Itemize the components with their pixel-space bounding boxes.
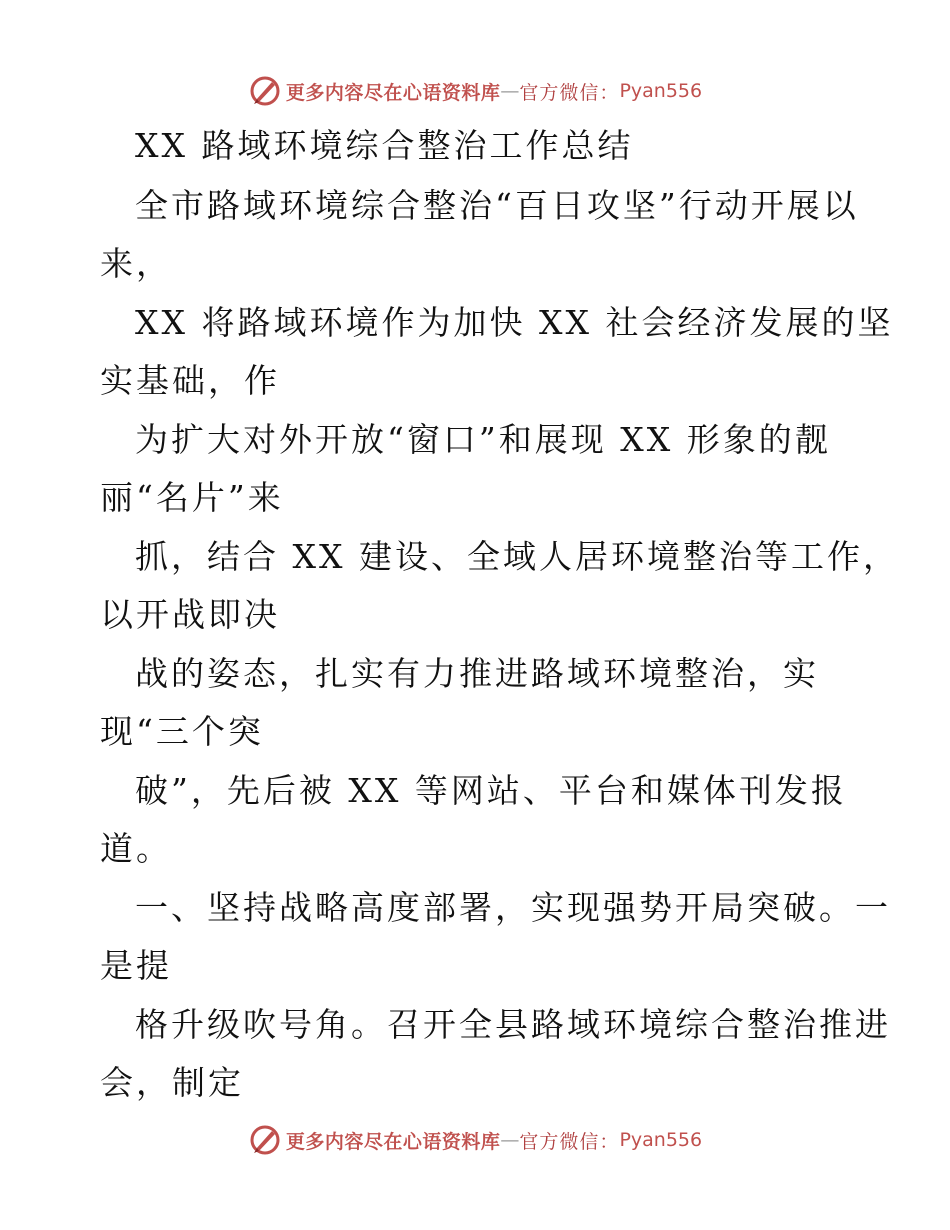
text-line: 为扩大对外开放“窗口”和展现 XX 形象的靓 [135,420,831,459]
header-contact-label: 官方微信： [519,81,620,104]
text-line: 一、坚持战略高度部署，实现强势开局突破。一 [135,888,891,927]
footer-banner [0,1122,950,1158]
text-line: 抓，结合 XX 建设、全域人居环境整治等工作， [135,537,899,576]
text-line: 以开战即决 [100,595,280,634]
header-wechat-id: Pyan556 [619,80,703,102]
footer-contact-label: 官方微信： [519,1130,620,1153]
text-line: 是提 [100,946,172,985]
text-line: 会，制定 [100,1063,244,1102]
footer-dash: — [500,1129,520,1151]
text-line: 战的姿态，扎实有力推进路域环境整治，实 [135,654,819,693]
text-line: 全市路域环境综合整治“百日攻坚”行动开展以 [135,186,859,225]
text-line: 丽“名片”来 [100,478,284,517]
text-line: 道。 [100,829,172,868]
quill-logo-icon [248,1123,282,1157]
document-title: XX 路域环境综合整治工作总结 [135,126,634,165]
header-brand-text: 更多内容尽在心语资料库 [285,81,501,104]
footer-wechat-id: Pyan556 [619,1129,703,1151]
text-line: 格升级吹号角。召开全县路域环境综合整治推进 [135,1005,891,1044]
text-line: 来， [100,244,172,283]
text-line: 实基础，作 [100,361,280,400]
text-line: 现“三个突 [100,712,264,751]
footer-brand-text: 更多内容尽在心语资料库 [285,1130,501,1153]
header-dash: — [500,80,520,102]
text-line: XX 将路域环境作为加快 XX 社会经济发展的坚 [135,303,894,342]
text-line: 破”，先后被 XX 等网站、平台和媒体刊发报 [135,771,847,810]
